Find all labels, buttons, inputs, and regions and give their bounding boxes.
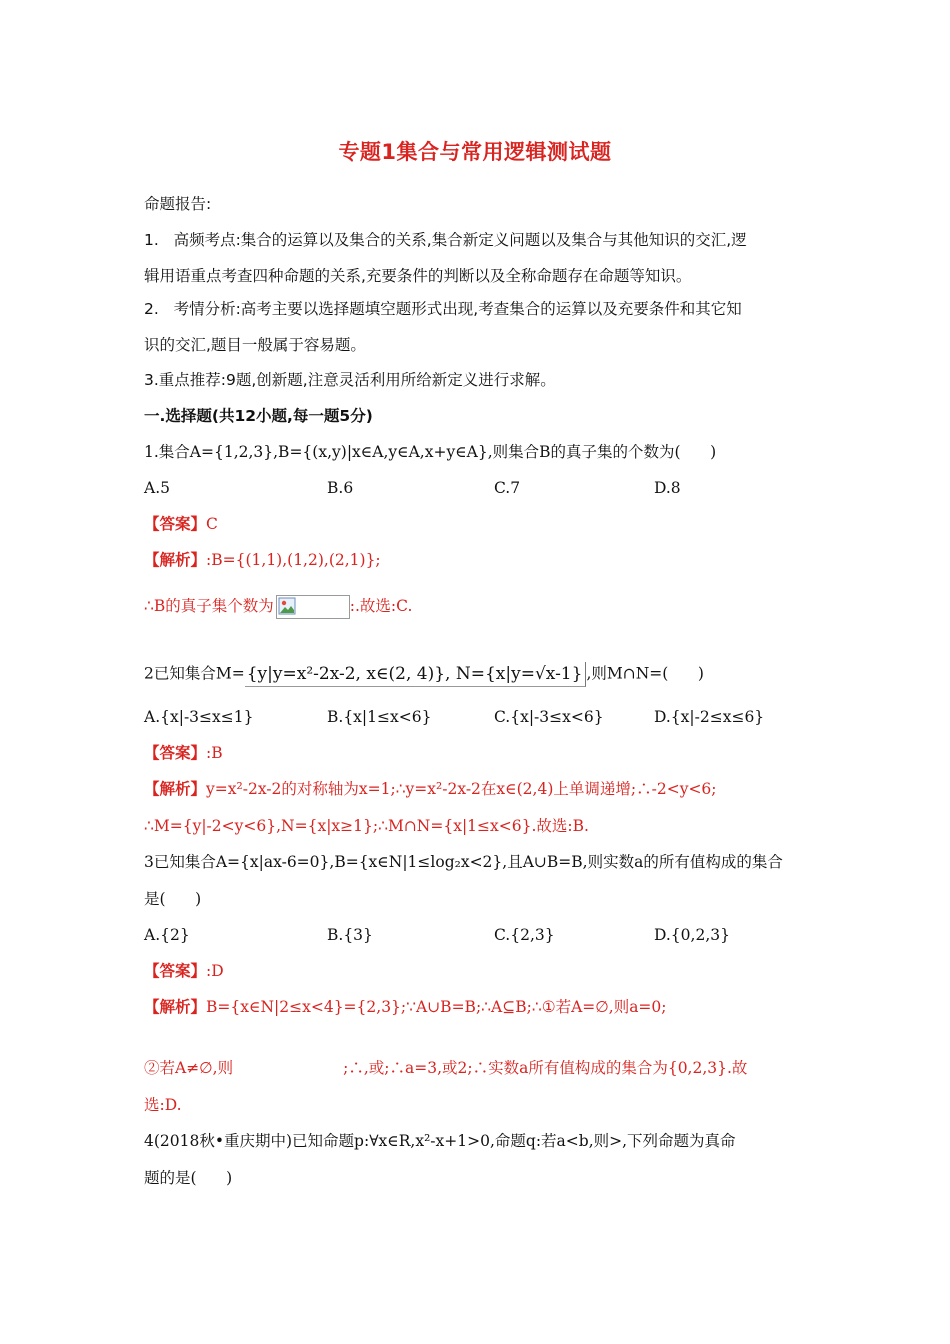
q1-conclusion-before: ∴B的真子集个数为: [144, 597, 274, 615]
q3-answer: [144, 960, 224, 982]
q2-stem: [144, 662, 704, 687]
q3-analysis-line1: B={x∈N|2≤x<4}={2,3};∵A∪B=B;∴A⊆B;∴①若A=∅,则a=0;: [206, 998, 667, 1016]
q3-answer-value: :D: [206, 962, 224, 980]
page-title: 专题1集合与常用逻辑测试题: [338, 140, 612, 164]
q4-stem-line2: 题的是( ): [144, 1169, 233, 1187]
q2-answer: [144, 742, 223, 764]
q1-option-b: B.6: [327, 479, 354, 497]
q3-option-c: C.{2,3}: [494, 926, 555, 944]
q1-analysis-label: 【解析】: [144, 551, 207, 569]
q1-option-a: A.5: [144, 479, 170, 497]
q2-stem-suffix: ,则M∩N=( ): [586, 664, 704, 683]
q3-analysis-line2b: ;∴,或;∴a=3,或2;∴实数a所有值构成的集合为{0,2,3}.故: [343, 1059, 748, 1077]
report-item3: 3.重点推荐:9题,创新题,注意灵活利用所给新定义进行求解。: [144, 371, 556, 389]
q3-answer-label: 【答案】: [144, 962, 207, 980]
report-item1-line1: 1. 高频考点:集合的运算以及集合的关系,集合新定义问题以及集合与其他知识的交汇,逻: [144, 231, 747, 249]
q1-stem: 1.集合A={1,2,3},B={(x,y)|x∈A,y∈A,x+y∈A},则集合B的真子集的个数为( ): [144, 443, 717, 461]
q3-option-d: D.{0,2,3}: [654, 926, 730, 944]
q2-stem-prefix: 2已知集合M=: [144, 664, 245, 683]
q2-answer-value: :B: [206, 744, 223, 762]
q2-option-d: D.{x|-2≤x≤6}: [654, 708, 765, 726]
q2-analysis-line2: ∴M={y|-2<y<6},N={x|x≥1};∴M∩N={x|1≤x<6}.故选:B.: [144, 817, 589, 835]
report-heading: 命题报告:: [144, 195, 212, 213]
q2-analysis: [144, 778, 717, 800]
report-item2-line2: 识的交汇,题目一般属于容易题。: [144, 336, 366, 354]
q3-analysis-label: 【解析】: [144, 998, 207, 1016]
q3-stem-line1: 3已知集合A={x|ax-6=0},B={x∈N|1≤log₂x<2},且A∪B=B,则实数a的所有值构成的集合: [144, 853, 783, 871]
q1-analysis-text: :B={(1,1),(1,2),(2,1)};: [206, 551, 381, 569]
q3-option-b: B.{3}: [327, 926, 373, 944]
q1-conclusion-after: :.故选:C.: [349, 597, 413, 615]
q2-option-a: A.{x|-3≤x≤1}: [144, 708, 254, 726]
q3-option-a: A.{2}: [144, 926, 190, 944]
q3-analysis: [144, 996, 667, 1018]
q3-analysis-line2a: ②若A≠∅,则: [144, 1059, 234, 1077]
q1-answer-label: 【答案】: [144, 515, 207, 533]
q1-conclusion: [144, 595, 412, 619]
q1-answer-value: C: [206, 515, 218, 533]
q2-option-b: B.{x|1≤x<6}: [327, 708, 432, 726]
q1-answer: [144, 513, 218, 535]
q2-analysis-label: 【解析】: [144, 780, 207, 798]
report-item2-line1: 2. 考情分析:高考主要以选择题填空题形式出现,考查集合的运算以及充要条件和其它知: [144, 300, 742, 318]
q2-formula: {y|y=x²-2x-2, x∈(2, 4)}, N={x|y=√x-1}: [245, 662, 587, 687]
q1-option-d: D.8: [654, 479, 681, 497]
q2-analysis-line1: y=x²-2x-2的对称轴为x=1;∴y=x²-2x-2在x∈(2,4)上单调递增;∴-2<y<6;: [206, 780, 717, 798]
q2-answer-label: 【答案】: [144, 744, 207, 762]
report-item1-line2: 辑用语重点考查四种命题的关系,充要条件的判断以及全称命题存在命题等知识。: [144, 267, 692, 285]
q1-analysis: [144, 549, 381, 571]
q3-stem-line2: 是( ): [144, 890, 202, 908]
q3-analysis-line2: [144, 1057, 747, 1079]
q4-stem-line1: 4(2018秋•重庆期中)已知命题p:∀x∈R,x²-x+1>0,命题q:若a<b,则>,下列命题为真命: [144, 1132, 736, 1150]
broken-image-icon: [276, 595, 350, 619]
q1-option-c: C.7: [494, 479, 521, 497]
section-heading: 一.选择题(共12小题,每一题5分): [144, 407, 373, 425]
q3-analysis-line3: 选:D.: [144, 1096, 182, 1114]
q2-option-c: C.{x|-3≤x<6}: [494, 708, 604, 726]
